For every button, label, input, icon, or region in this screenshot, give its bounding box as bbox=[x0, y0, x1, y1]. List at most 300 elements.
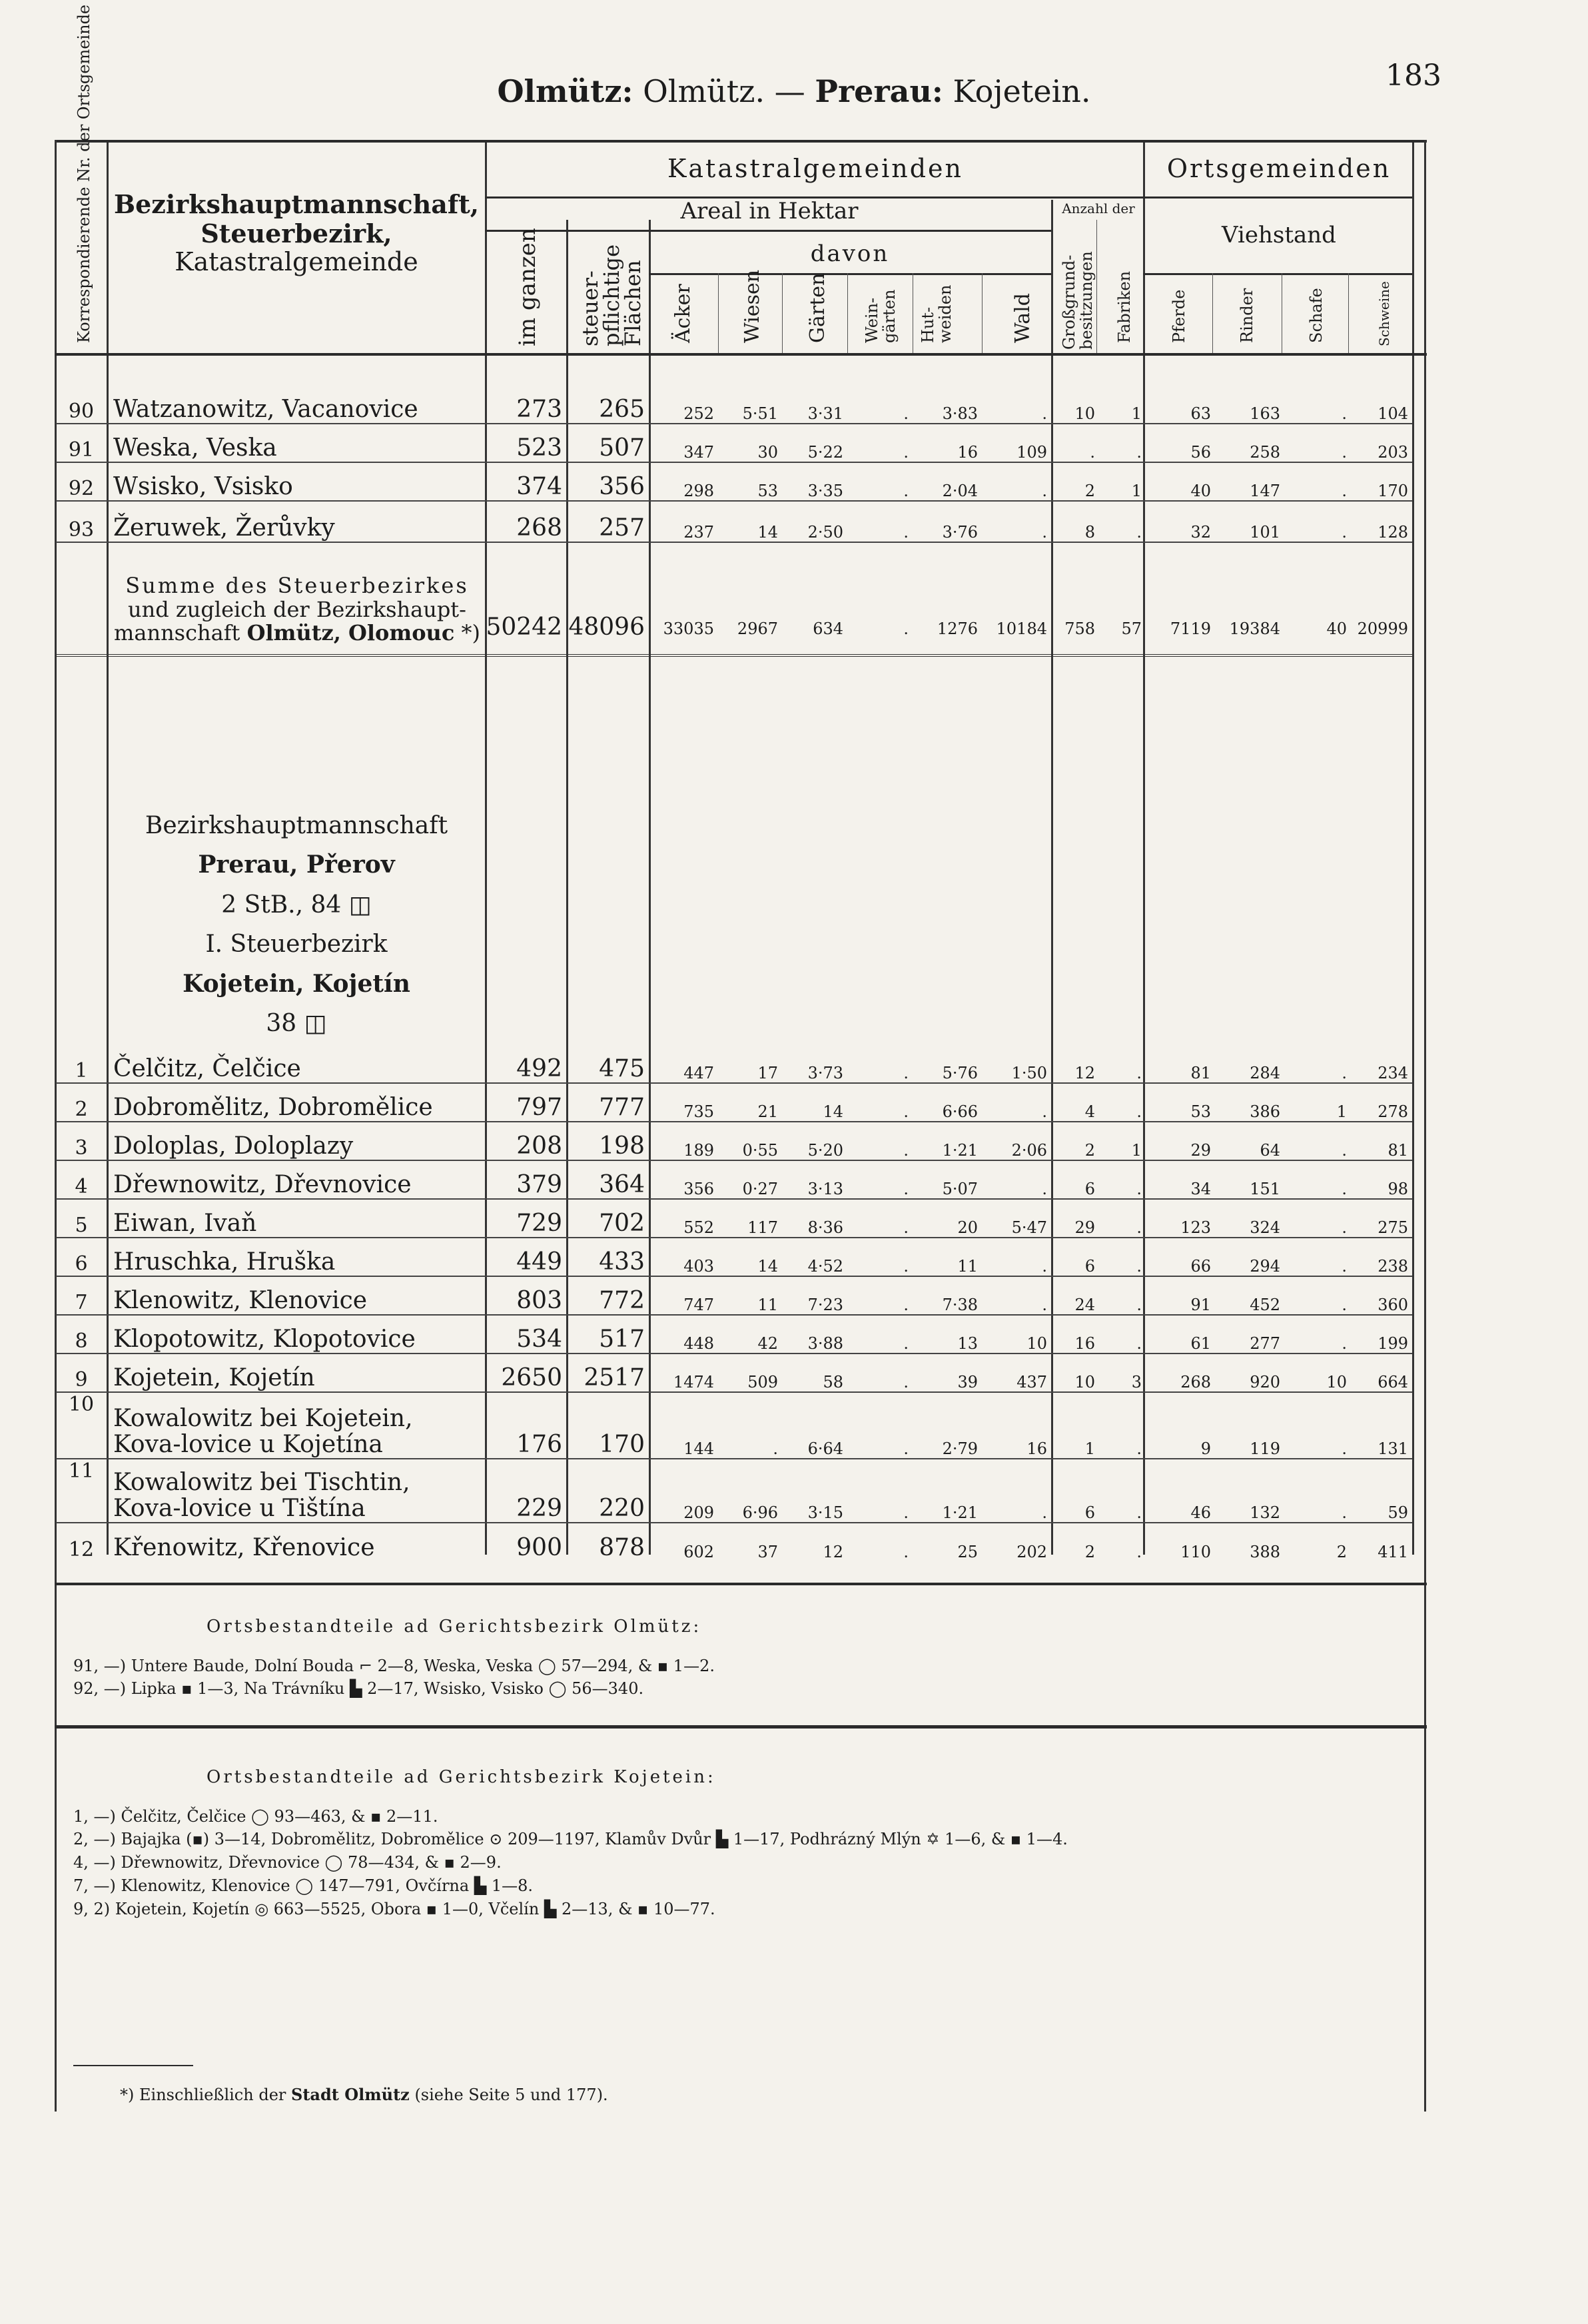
cell-gross: 2 bbox=[1084, 1141, 1095, 1160]
cell-fab: . bbox=[1136, 1543, 1142, 1561]
table-row bbox=[56, 1122, 1412, 1160]
sum-schafe: 40 bbox=[1326, 619, 1347, 638]
col-gross-label: Großgrund-besitzungen bbox=[1060, 251, 1096, 350]
notes-olmuetz-head: Ortsbestandteile ad Gerichtsbezirk Olmütz: bbox=[206, 1617, 702, 1637]
row-nr: 93 bbox=[68, 518, 95, 542]
row-nr: 3 bbox=[75, 1136, 88, 1160]
cell-schafe: 2 bbox=[1336, 1543, 1347, 1561]
cell-gaerten: 6·64 bbox=[807, 1439, 843, 1458]
cell-ganz: 268 bbox=[516, 514, 562, 542]
guide bbox=[1348, 273, 1349, 353]
notes-line: 1, —) Čelčitz, Čelčice ◯ 93—463, & ▪ 2—11. bbox=[73, 1806, 438, 1826]
sum-aecker: 33035 bbox=[663, 619, 714, 638]
col-nr-label: Korrespondierende Nr. der Ortsgemeinde bbox=[75, 4, 93, 343]
cell-gaerten: 2·50 bbox=[807, 523, 843, 542]
cell-fab: . bbox=[1136, 523, 1142, 542]
cell-hut: 5·76 bbox=[942, 1064, 978, 1082]
page-number: 183 bbox=[1386, 59, 1441, 93]
sum-wiesen: 2967 bbox=[737, 619, 778, 638]
cell-fab: . bbox=[1136, 443, 1142, 462]
summe-label bbox=[107, 542, 485, 655]
cell-wein: . bbox=[903, 1218, 909, 1237]
sum-rinder: 19384 bbox=[1229, 619, 1280, 638]
cell-wein: . bbox=[903, 1439, 909, 1458]
cell-fab: . bbox=[1136, 1257, 1142, 1276]
cell-pferde: 268 bbox=[1180, 1373, 1211, 1391]
cell-pferde: 32 bbox=[1190, 523, 1211, 542]
rule-vieh bbox=[1143, 273, 1412, 275]
table-end-rule bbox=[55, 1583, 1427, 1585]
table-row bbox=[56, 1238, 1412, 1276]
cell-steuer: 777 bbox=[599, 1094, 645, 1121]
cell-aecker: 552 bbox=[683, 1218, 714, 1237]
cell-rinder: 132 bbox=[1250, 1503, 1280, 1522]
cell-gross: 1 bbox=[1084, 1439, 1095, 1458]
cell-wald: . bbox=[1042, 1257, 1047, 1276]
cell-rinder: 452 bbox=[1250, 1296, 1280, 1314]
cell-aecker: 735 bbox=[683, 1102, 714, 1121]
cell-gaerten: 4·52 bbox=[807, 1257, 843, 1276]
sum-hut: 1276 bbox=[937, 619, 978, 638]
cell-gaerten: 3·15 bbox=[807, 1503, 843, 1522]
table-row bbox=[56, 1044, 1412, 1083]
row-name: Kojetein, Kojetín bbox=[113, 1364, 315, 1392]
col-rinder-label: Rinder bbox=[1238, 288, 1256, 343]
cell-hut: 11 bbox=[957, 1257, 978, 1276]
sum-fab: 57 bbox=[1121, 619, 1142, 638]
row-nr: 6 bbox=[75, 1252, 88, 1276]
cell-gross: 2 bbox=[1084, 1543, 1095, 1561]
cell-schweine: 238 bbox=[1378, 1257, 1408, 1276]
row-nr: 1 bbox=[75, 1059, 88, 1082]
cell-hut: 13 bbox=[957, 1334, 978, 1353]
cell-steuer: 2517 bbox=[584, 1364, 645, 1391]
table-top-rule bbox=[55, 140, 1427, 143]
cell-wiesen: 5·51 bbox=[742, 404, 778, 423]
cell-schweine: 98 bbox=[1388, 1180, 1408, 1198]
cell-hut: 7·38 bbox=[942, 1296, 978, 1314]
table-row bbox=[56, 1354, 1412, 1392]
cell-hut: 5·07 bbox=[942, 1180, 978, 1198]
cell-steuer: 198 bbox=[599, 1132, 645, 1160]
cell-wein: . bbox=[903, 1102, 909, 1121]
frame-right bbox=[1424, 140, 1426, 2112]
col-aecker-label: Äcker bbox=[671, 284, 695, 343]
cell-schweine: 131 bbox=[1378, 1439, 1408, 1458]
district-line1: Bezirkshauptmannschaft, bbox=[113, 189, 480, 219]
notes-line: 91, —) Untere Baude, Dolní Bouda ⌐ 2—8, Weska, Veska ◯ 57—294, & ▪ 1—2. bbox=[73, 1656, 715, 1675]
cell-schweine: 360 bbox=[1378, 1296, 1408, 1314]
cell-schafe: . bbox=[1342, 1141, 1347, 1160]
cell-rinder: 101 bbox=[1250, 523, 1280, 542]
cell-wiesen: 11 bbox=[757, 1296, 778, 1314]
cell-pferde: 40 bbox=[1190, 482, 1211, 500]
cell-wein: . bbox=[903, 1296, 909, 1314]
cell-fab: . bbox=[1136, 1296, 1142, 1314]
row-nr: 2 bbox=[75, 1098, 88, 1121]
cell-fab: 1 bbox=[1131, 482, 1142, 500]
cell-hut: 39 bbox=[957, 1373, 978, 1391]
cell-ganz: 449 bbox=[516, 1248, 562, 1276]
footnote-pre: *) Einschließlich der bbox=[120, 2086, 286, 2104]
cell-schafe: . bbox=[1342, 1439, 1347, 1458]
cell-wiesen: 0·55 bbox=[742, 1141, 778, 1160]
col-ganz-label: im ganzen bbox=[514, 228, 541, 346]
col-schweine-label: Schweine bbox=[1376, 281, 1392, 346]
cell-wiesen: 30 bbox=[757, 443, 778, 462]
cell-schafe: . bbox=[1342, 1180, 1347, 1198]
cell-hut: 1·21 bbox=[942, 1503, 978, 1522]
cell-aecker: 252 bbox=[683, 404, 714, 423]
cell-rinder: 258 bbox=[1250, 443, 1280, 462]
cell-aecker: 403 bbox=[683, 1257, 714, 1276]
cell-wiesen: 53 bbox=[757, 482, 778, 500]
cell-schafe: . bbox=[1342, 1334, 1347, 1353]
row-name: Dobromělitz, Dobromělice bbox=[113, 1094, 433, 1122]
cell-gaerten: 3·35 bbox=[807, 482, 843, 500]
notes-line: 2, —) Bajajka (▪) 3—14, Dobromělitz, Dobromělice ⊙ 209—1197, Klamův Dvůr ▙ 1—17, Podhrázný Mlýn ✡ 1—6, & ▪ 1—4. bbox=[73, 1830, 1068, 1849]
cell-schweine: 59 bbox=[1388, 1503, 1408, 1522]
cell-rinder: 284 bbox=[1250, 1064, 1280, 1082]
section-line3: 2 StB., 84 ◫ bbox=[221, 891, 372, 919]
cell-schafe: 1 bbox=[1336, 1102, 1347, 1121]
cell-schweine: 275 bbox=[1378, 1218, 1408, 1237]
summe-line3-bold: Olmütz, Olomouc bbox=[246, 619, 455, 645]
cell-pferde: 91 bbox=[1190, 1296, 1211, 1314]
row-nr: 90 bbox=[68, 400, 95, 423]
header-city: Olmütz. bbox=[643, 73, 765, 109]
table-row bbox=[56, 1523, 1412, 1561]
col-anzahl-label: Anzahl der bbox=[1062, 200, 1135, 216]
cell-schafe: . bbox=[1342, 482, 1347, 500]
guide bbox=[982, 273, 983, 353]
cell-ganz: 729 bbox=[516, 1210, 562, 1237]
cell-steuer: 170 bbox=[599, 1431, 645, 1458]
cell-fab: . bbox=[1136, 1064, 1142, 1082]
cell-wald: . bbox=[1042, 1180, 1047, 1198]
cell-schweine: 199 bbox=[1378, 1334, 1408, 1353]
col-schafe-label: Schafe bbox=[1307, 288, 1326, 343]
sum-steuer: 48096 bbox=[568, 613, 645, 641]
cell-gaerten: 5·22 bbox=[807, 443, 843, 462]
cell-rinder: 386 bbox=[1250, 1102, 1280, 1121]
row-nr: 12 bbox=[68, 1538, 95, 1561]
cell-rinder: 277 bbox=[1250, 1334, 1280, 1353]
cell-fab: . bbox=[1136, 1439, 1142, 1458]
cell-fab: . bbox=[1136, 1218, 1142, 1237]
cell-gross: 10 bbox=[1074, 1373, 1095, 1391]
col-hut-label: Hut-weiden bbox=[919, 284, 955, 343]
cell-gaerten: 3·88 bbox=[807, 1334, 843, 1353]
row-name: Hruschka, Hruška bbox=[113, 1248, 336, 1276]
cell-wein: . bbox=[903, 404, 909, 423]
row-nr: 4 bbox=[75, 1175, 88, 1198]
cell-ganz: 229 bbox=[516, 1495, 562, 1522]
cell-gross: 24 bbox=[1074, 1296, 1095, 1314]
cell-schafe: . bbox=[1342, 404, 1347, 423]
cell-rinder: 147 bbox=[1250, 482, 1280, 500]
col-katastral-label: Katastralgemeinden bbox=[667, 154, 963, 183]
cell-wiesen: 117 bbox=[747, 1218, 778, 1237]
cell-gross: 6 bbox=[1084, 1257, 1095, 1276]
cell-steuer: 475 bbox=[599, 1055, 645, 1082]
cell-hut: 3·76 bbox=[942, 523, 978, 542]
cell-wiesen: 14 bbox=[757, 1257, 778, 1276]
district-line2: Steuerbezirk, bbox=[200, 218, 392, 248]
prerau-table bbox=[56, 1044, 1412, 1561]
cell-steuer: 257 bbox=[599, 514, 645, 542]
col-wein-label: Wein-gärten bbox=[863, 289, 899, 343]
cell-schafe: . bbox=[1342, 1218, 1347, 1237]
cell-aecker: 189 bbox=[683, 1141, 714, 1160]
cell-wiesen: 14 bbox=[757, 523, 778, 542]
notes-line: 4, —) Dřewnowitz, Dřevnovice ◯ 78—434, & ▪ 2—9. bbox=[73, 1853, 502, 1872]
cell-wein: . bbox=[903, 1141, 909, 1160]
cell-pferde: 53 bbox=[1190, 1102, 1211, 1121]
cell-fab: 1 bbox=[1131, 404, 1142, 423]
cell-gaerten: 3·13 bbox=[807, 1180, 843, 1198]
cell-hut: 16 bbox=[957, 443, 978, 462]
cell-wald: 1·50 bbox=[1011, 1064, 1047, 1082]
cell-pferde: 61 bbox=[1190, 1334, 1211, 1353]
cell-wiesen: . bbox=[773, 1439, 778, 1458]
row-nr: 5 bbox=[75, 1214, 88, 1237]
section-line2: Prerau, Přerov bbox=[198, 851, 395, 879]
cell-schafe: . bbox=[1342, 1257, 1347, 1276]
row-name: Eiwan, Ivaň bbox=[113, 1210, 257, 1238]
cell-hut: 25 bbox=[957, 1543, 978, 1561]
cell-gross: 6 bbox=[1084, 1180, 1095, 1198]
cell-wald: . bbox=[1042, 404, 1047, 423]
footnote-post: (siehe Seite 5 und 177). bbox=[414, 2086, 608, 2104]
cell-steuer: 364 bbox=[599, 1171, 645, 1198]
row-name: Čelčitz, Čelčice bbox=[113, 1055, 301, 1083]
cell-gross: 16 bbox=[1074, 1334, 1095, 1353]
olmuetz-table bbox=[56, 385, 1412, 657]
col-davon-label: davon bbox=[810, 240, 890, 267]
cell-aecker: 448 bbox=[683, 1334, 714, 1353]
cell-aecker: 144 bbox=[683, 1439, 714, 1458]
cell-fab: . bbox=[1136, 1503, 1142, 1522]
cell-gaerten: 3·73 bbox=[807, 1064, 843, 1082]
header-district-bold: Prerau: bbox=[815, 73, 943, 109]
cell-wald: 202 bbox=[1016, 1543, 1047, 1561]
cell-aecker: 237 bbox=[683, 523, 714, 542]
cell-wald: . bbox=[1042, 1503, 1047, 1522]
cell-schweine: 203 bbox=[1378, 443, 1408, 462]
cell-pferde: 123 bbox=[1180, 1218, 1211, 1237]
cell-wein: . bbox=[903, 1503, 909, 1522]
row-name: Žeruwek, Žerůvky bbox=[113, 514, 335, 542]
cell-wein: . bbox=[903, 1180, 909, 1198]
cell-ganz: 523 bbox=[516, 434, 562, 462]
cell-gross: 8 bbox=[1084, 523, 1095, 542]
cell-steuer: 507 bbox=[599, 434, 645, 462]
header-bottom-rule bbox=[55, 353, 1427, 356]
summe-line1: Summe des Steuerbezirkes bbox=[125, 573, 469, 599]
sum-gaerten: 634 bbox=[813, 619, 843, 638]
footnote bbox=[120, 2085, 608, 2104]
row-name: Kowalowitz bei Kojetein, Kova-lovice u Kojetína bbox=[113, 1404, 413, 1459]
cell-ganz: 208 bbox=[516, 1132, 562, 1160]
summe-row bbox=[56, 542, 1412, 655]
row-nr: 11 bbox=[68, 1459, 95, 1483]
cell-schweine: 104 bbox=[1378, 404, 1408, 423]
col-wald-label: Wald bbox=[1011, 293, 1034, 343]
guide bbox=[1212, 273, 1213, 353]
cell-schweine: 81 bbox=[1388, 1141, 1408, 1160]
cell-wald: . bbox=[1042, 523, 1047, 542]
cell-gaerten: 3·31 bbox=[807, 404, 843, 423]
section-line5: Kojetein, Kojetín bbox=[183, 969, 410, 998]
sum-wald: 10184 bbox=[996, 619, 1047, 638]
notes-kojetein bbox=[73, 1765, 1068, 1921]
cell-ganz: 176 bbox=[516, 1431, 562, 1458]
cell-gaerten: 7·23 bbox=[807, 1296, 843, 1314]
cell-gaerten: 12 bbox=[823, 1543, 843, 1561]
row-name: Klenowitz, Klenovice bbox=[113, 1287, 368, 1315]
row-name: Watzanowitz, Vacanovice bbox=[113, 396, 418, 424]
row-nr: 10 bbox=[68, 1393, 95, 1416]
table-row bbox=[56, 462, 1412, 501]
cell-aecker: 347 bbox=[683, 443, 714, 462]
page-header bbox=[0, 73, 1588, 109]
col-district-label bbox=[113, 190, 480, 277]
header-city-bold: Olmütz: bbox=[497, 73, 633, 109]
header-dash: — bbox=[774, 73, 805, 109]
table-row bbox=[56, 1083, 1412, 1122]
cell-wein: . bbox=[903, 523, 909, 542]
guide bbox=[782, 273, 783, 353]
cell-wiesen: 42 bbox=[757, 1334, 778, 1353]
cell-hut: 2·79 bbox=[942, 1439, 978, 1458]
cell-steuer: 265 bbox=[599, 396, 645, 423]
cell-rinder: 324 bbox=[1250, 1218, 1280, 1237]
cell-pferde: 34 bbox=[1190, 1180, 1211, 1198]
cell-gross: 6 bbox=[1084, 1503, 1095, 1522]
summe-line3-post: *) bbox=[461, 619, 480, 645]
cell-steuer: 517 bbox=[599, 1326, 645, 1353]
cell-rinder: 920 bbox=[1250, 1373, 1280, 1391]
notes-kojetein-head: Ortsbestandteile ad Gerichtsbezirk Kojetein: bbox=[206, 1767, 716, 1787]
notes-line: 9, 2) Kojetein, Kojetín ◎ 663—5525, Obora ▪ 1—0, Včelín ▙ 2—13, & ▪ 10—77. bbox=[73, 1899, 715, 1918]
cell-fab: 3 bbox=[1131, 1373, 1142, 1391]
cell-fab: . bbox=[1136, 1102, 1142, 1121]
table-row bbox=[56, 1392, 1412, 1459]
cell-gross: 12 bbox=[1074, 1064, 1095, 1082]
table-row bbox=[56, 501, 1412, 542]
col-ortsgemeinden-label: Ortsgemeinden bbox=[1166, 154, 1391, 183]
cell-schafe: . bbox=[1342, 1503, 1347, 1522]
cell-gross: . bbox=[1090, 443, 1095, 462]
row-nr: 91 bbox=[68, 438, 95, 462]
cell-ganz: 379 bbox=[516, 1171, 562, 1198]
cell-schweine: 411 bbox=[1378, 1543, 1408, 1561]
section-heading bbox=[113, 806, 480, 1043]
cell-schweine: 234 bbox=[1378, 1064, 1408, 1082]
table-row bbox=[56, 1276, 1412, 1315]
cell-wein: . bbox=[903, 482, 909, 500]
cell-gross: 4 bbox=[1084, 1102, 1095, 1121]
cell-aecker: 747 bbox=[683, 1296, 714, 1314]
cell-pferde: 56 bbox=[1190, 443, 1211, 462]
cell-ganz: 273 bbox=[516, 396, 562, 423]
cell-wein: . bbox=[903, 1257, 909, 1276]
col-areal-label: Areal in Hektar bbox=[680, 198, 859, 224]
cell-schafe: 10 bbox=[1326, 1373, 1347, 1391]
cell-schafe: . bbox=[1342, 443, 1347, 462]
cell-gaerten: 58 bbox=[823, 1373, 843, 1391]
cell-wiesen: 37 bbox=[757, 1543, 778, 1561]
cell-pferde: 63 bbox=[1190, 404, 1211, 423]
cell-schweine: 278 bbox=[1378, 1102, 1408, 1121]
row-nr: 8 bbox=[75, 1330, 88, 1353]
cell-ganz: 534 bbox=[516, 1326, 562, 1353]
table-row bbox=[56, 385, 1412, 424]
summe-line3 bbox=[113, 621, 481, 645]
cell-ganz: 2650 bbox=[501, 1364, 562, 1391]
cell-wald: 2·06 bbox=[1011, 1141, 1047, 1160]
cell-aecker: 602 bbox=[683, 1543, 714, 1561]
section-line4: I. Steuerbezirk bbox=[205, 931, 388, 959]
col-viehstand-label: Viehstand bbox=[1222, 222, 1336, 248]
table-row bbox=[56, 424, 1412, 462]
cell-schweine: 170 bbox=[1378, 482, 1408, 500]
table-row bbox=[56, 1315, 1412, 1354]
cell-schafe: . bbox=[1342, 523, 1347, 542]
cell-hut: 1·21 bbox=[942, 1141, 978, 1160]
cell-ganz: 803 bbox=[516, 1287, 562, 1314]
cell-aecker: 447 bbox=[683, 1064, 714, 1082]
table-row bbox=[56, 1199, 1412, 1238]
row-name: Křenowitz, Křenovice bbox=[113, 1534, 375, 1561]
cell-wiesen: 21 bbox=[757, 1102, 778, 1121]
cell-aecker: 298 bbox=[683, 482, 714, 500]
cell-wald: . bbox=[1042, 1102, 1047, 1121]
header-district: Kojetein. bbox=[953, 73, 1091, 109]
guide bbox=[1096, 220, 1097, 353]
cell-gaerten: 5·20 bbox=[807, 1141, 843, 1160]
cell-pferde: 9 bbox=[1200, 1439, 1211, 1458]
footnote-rule bbox=[73, 2065, 193, 2066]
cell-wald: 16 bbox=[1026, 1439, 1047, 1458]
cell-wein: . bbox=[903, 1543, 909, 1561]
cell-aecker: 1474 bbox=[673, 1373, 714, 1391]
sum-ganz: 50242 bbox=[486, 613, 562, 641]
cell-steuer: 433 bbox=[599, 1248, 645, 1276]
rule-davon bbox=[649, 273, 1051, 275]
cell-schweine: 664 bbox=[1378, 1373, 1408, 1391]
cell-wald: 5·47 bbox=[1011, 1218, 1047, 1237]
cell-pferde: 81 bbox=[1190, 1064, 1211, 1082]
section-line1: Bezirkshauptmannschaft bbox=[145, 812, 448, 839]
cell-steuer: 702 bbox=[599, 1210, 645, 1237]
cell-rinder: 64 bbox=[1260, 1141, 1280, 1160]
cell-steuer: 772 bbox=[599, 1287, 645, 1314]
cell-wein: . bbox=[903, 1373, 909, 1391]
cell-rinder: 163 bbox=[1250, 404, 1280, 423]
cell-wiesen: 6·96 bbox=[742, 1503, 778, 1522]
notes-olmuetz bbox=[73, 1615, 715, 1701]
sum-pferde: 7119 bbox=[1170, 619, 1211, 638]
notes-line: 7, —) Klenowitz, Klenovice ◯ 147—791, Ovčírna ▙ 1—8. bbox=[73, 1876, 534, 1896]
cell-wald: . bbox=[1042, 482, 1047, 500]
cell-hut: 2·04 bbox=[942, 482, 978, 500]
row-nr: 9 bbox=[75, 1368, 88, 1391]
cell-gross: 2 bbox=[1084, 482, 1095, 500]
section-line6: 38 ◫ bbox=[266, 1009, 327, 1037]
cell-wein: . bbox=[903, 1064, 909, 1082]
